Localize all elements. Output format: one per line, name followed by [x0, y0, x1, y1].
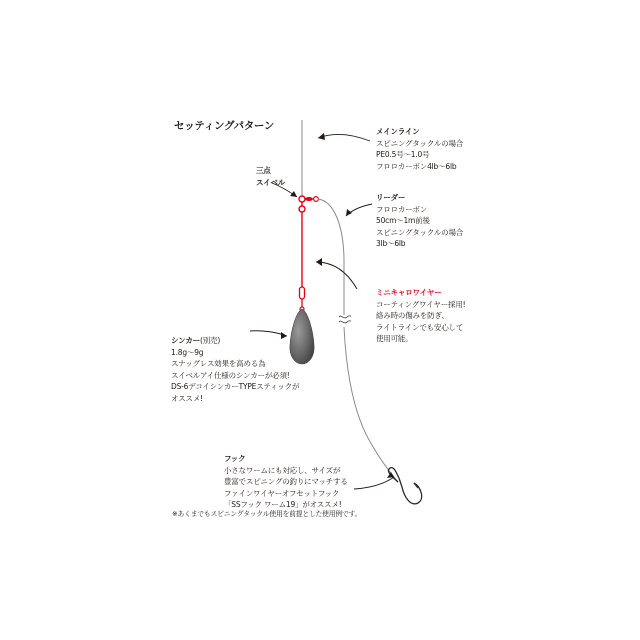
wire-spec: 絡み時の傷みを防ぎ、: [376, 311, 449, 320]
wire-heading: ミニキャロワイヤー: [376, 288, 442, 297]
main-line-spec: フロロカーボン4lb～6lb: [376, 161, 457, 171]
main-line-spec: スピニングタックルの場合: [376, 138, 464, 148]
swivel-label: [256, 165, 285, 188]
hook-spec: ファインワイヤーオフセットフック: [224, 488, 340, 498]
main-line-callout: [376, 126, 463, 172]
sinker-spec: DS-6デコイシンカーTYPEスティックが: [171, 382, 300, 391]
swivel-label-line: 三点: [256, 166, 271, 175]
swivel-label-line: スイベル: [256, 177, 286, 187]
wire-spec: コーティングワイヤー採用!: [376, 299, 466, 309]
hook-icon: [388, 468, 421, 504]
sinker-spec: 1.8g～9g: [171, 347, 204, 357]
swivel-icon: [299, 196, 318, 212]
leader-spec: 3lb～6lb: [376, 239, 406, 248]
sinker-callout: [171, 335, 299, 404]
sinker-heading-note: (別売): [200, 336, 221, 345]
hook-spec: 「SSフック ワーム19」がオススメ!: [224, 500, 342, 509]
arrow-wire: [316, 262, 357, 289]
hook-spec: 小さなワームにも対応し、サイズが: [224, 465, 341, 475]
leader-line: [318, 199, 344, 315]
hook-spec: 豊富でスピニングの釣りにマッチする: [224, 477, 348, 486]
main-line-heading: メインライン: [376, 127, 420, 136]
snap-icon: [300, 287, 305, 311]
footnote: ※あくまでもスピニングタックル使用を前提とした使用例です。: [172, 510, 362, 518]
arrow-hook: [354, 477, 394, 489]
hook-callout: [224, 453, 348, 511]
sinker-spec: スイベルアイ仕様のシンカーが必須!: [171, 370, 290, 380]
leader-spec: 50cm～1m前後: [376, 216, 430, 225]
main-line-spec: PE0.5号～1.0号: [376, 150, 430, 159]
hook-heading: フック: [224, 454, 246, 463]
leader-spec: フロロカーボン: [376, 204, 428, 214]
leader-spec: スピニングタックルの場合: [376, 227, 464, 237]
wire-spec: ライトラインでも安心して: [376, 322, 464, 332]
line-break-icon: [339, 316, 351, 323]
leader-heading: リーダー: [376, 193, 406, 202]
sinker-heading: シンカー: [171, 336, 201, 345]
page-title: セッティングパターン: [174, 120, 275, 132]
wire-spec: 使用可能。: [376, 334, 413, 343]
arrow-leader: [346, 204, 372, 216]
leader-callout: [376, 192, 463, 250]
sinker-spec: スナッグレス効果を高める為: [171, 359, 266, 368]
sinker-spec: オススメ!: [171, 393, 203, 403]
wire-callout: [376, 287, 465, 345]
arrow-main-line: [318, 134, 370, 141]
